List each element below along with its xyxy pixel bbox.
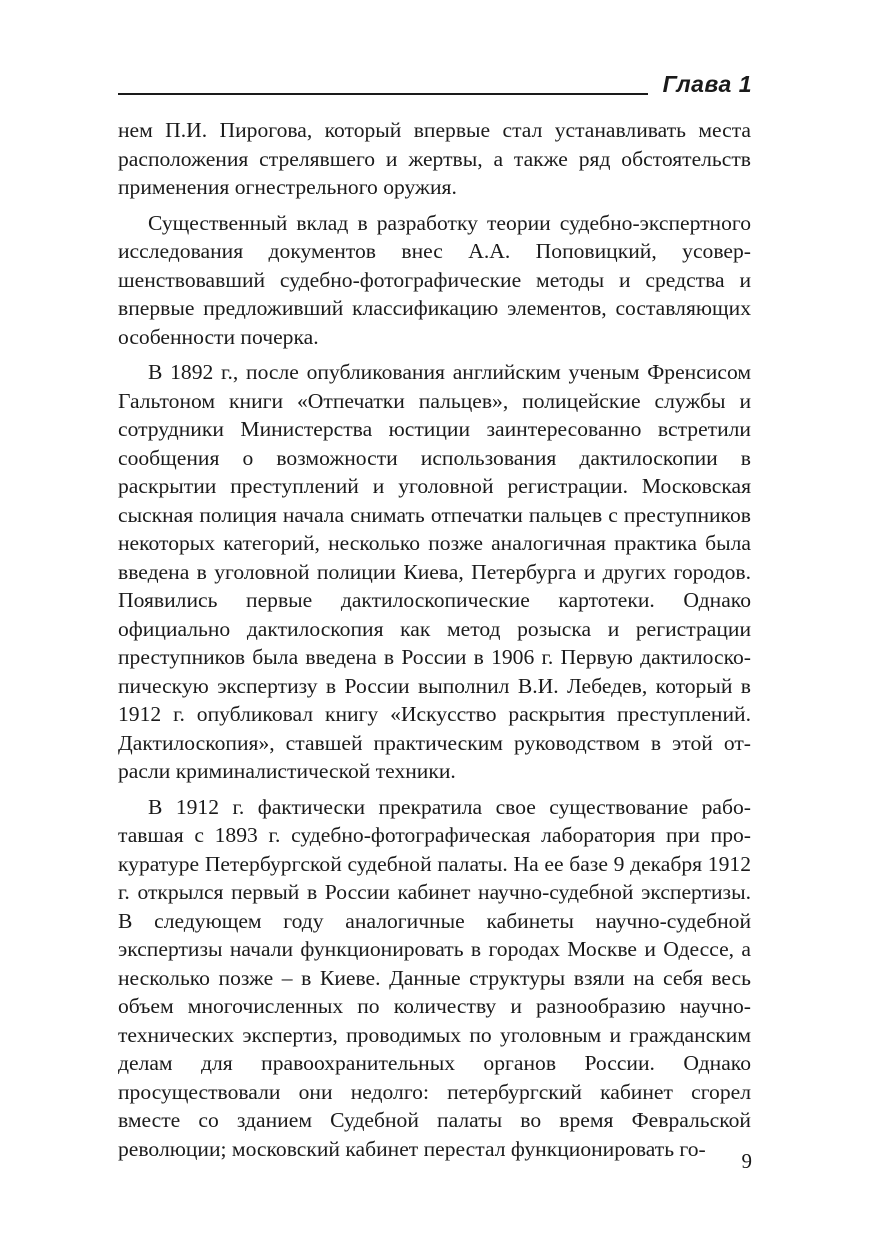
- paragraph-dactyloscopy: В 1892 г., после опубликования английским ученым Френсисом Гальтоном книги «Отпечатки пальцев», полицейские службы и сотрудники Министерства юстиции заинтересованно встретили сообщения о возможности использования дактилоскопии в раскрытии преступлений и уголовной регистрации. Московская сыскная полиция начала снимать отпечатки пальцев с преступников некоторых категорий, несколько позже аналогичная практика была введена в уголовной полиции Киева, Петербурга и других городов. Появились первые дактилоскопические картотеки. Однако официально дактилоскопия как метод розыска и регистрации преступников была введена в России в 1906 г. Первую дактилоскопическую экспертизу в России выполнил В.И. Лебедев, который в 1912 г. опубликовал книгу «Искусство раскрытия преступлений. Дактилоскопия», ставшей практическим руководством в этой отрасли криминалистической техники.: [118, 360, 751, 783]
- paragraph-popovitsky: Существенный вклад в разработку теории судебно-экспертного исследования документов внес А.А. Поповицкий, усовершенствовавший судебно-фотографические методы и средства и впервые предложивший классификацию элементов, составляющих особенности почерка.: [118, 210, 751, 349]
- running-header: [118, 66, 754, 100]
- header-rule: [118, 93, 648, 95]
- paragraph-continued: нем П.И. Пирогова, который впервые стал устанавливать места расположения стрелявшего и жертвы, а также ряд обстоятельств применения огнестрельного оружия.: [118, 118, 751, 199]
- chapter-title: Глава 1: [662, 71, 752, 97]
- body-text: [118, 116, 751, 1163]
- page-number: 9: [741, 1149, 752, 1173]
- paragraph-expertise-cabinets: В 1912 г. фактически прекратила свое существование работавшая с 1893 г. судебно-фотографическая лаборатория при прокуратуре Петербургской судебной палаты. На ее базе 9 декабря 1912 г. открылся первый в России кабинет научно-судебной экспертизы. В следующем году аналогичные кабинеты научно-судебной экспертизы начали функционировать в городах Москве и Одессе, а несколько позже – в Киеве. Данные структуры взяли на себя весь объем многочисленных по количеству и разнообразию научно-технических экспертиз, проводимых по уголовным и гражданским делам для правоохранительных органов России. Однако просуществовали они недолго: петербургский кабинет сгорел вместе со зданием Судебной палаты во время Февральской революции; московский кабинет перестал функционировать го-: [118, 794, 751, 1161]
